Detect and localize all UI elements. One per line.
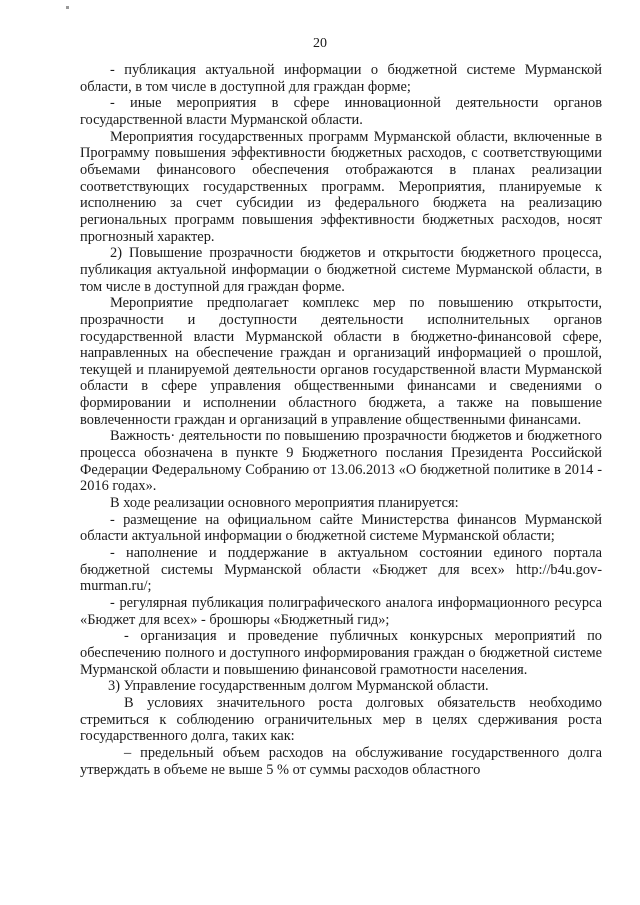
document-body <box>80 62 602 778</box>
paragraph: 3) Управление государственным долгом Мурманской области. <box>108 678 489 695</box>
paragraph: В условиях значительного роста долговых обязательств необходимо стремиться к соблюдению ограничительных мер в целях сдерживания роста государственного долга, таких как: <box>80 694 602 745</box>
paragraph: 2) Повышение прозрачности бюджетов и открытости бюджетного процесса, публикация актуальной информации о бюджетной системе Мурманской области, в том числе в доступной для граждан форме. <box>80 245 602 295</box>
paragraph: - организация и проведение публичных конкурсных мероприятий по обеспечению полного и доступного информирования граждан о бюджетной системе Мурманской области и повышению финансовой грамотности населения. <box>80 628 602 678</box>
paragraph: - размещение на официальном сайте Министерства финансов Мурманской области актуальной информации о бюджетной системе Мурманской области; <box>80 511 602 545</box>
page-number: 20 <box>313 36 327 51</box>
paragraph: - публикация актуальной информации о бюджетной системе Мурманской области, в том числе в доступной для граждан форме; <box>80 62 602 95</box>
paragraph: В ходе реализации основного мероприятия планируется: <box>110 495 459 512</box>
paragraph: Мероприятия государственных программ Мурманской области, включенные в Программу повышения эффективности бюджетных расходов, с соответствующими объемами финансового обеспечения отображаются в планах реализации соответствующих государственных программ. Мероприятия, планируемые к исполнению за счет субсидии из федерального бюджета на реализацию региональных программ повышения эффективности бюджетных расходов, носят прогнозный характер. <box>80 128 602 245</box>
paragraph: Мероприятие предполагает комплекс мер по повышению открытости, прозрачности и доступности деятельности исполнительных органов государственной власти Мурманской области в бюджетно-финансовой сфере, направленных на обеспечение граждан и организаций информацией о прошлой, текущей и планируемой деятельности органов государственной власти Мурманской области в сфере управления общественными финансами и сведениями о формировании и исполнении областного бюджета, а также на повышение вовлеченности граждан и организаций в управление общественными финансами. <box>80 295 602 428</box>
scan-mark <box>66 6 69 9</box>
paragraph: Важность· деятельности по повышению прозрачности бюджетов и бюджетного процесса обозначена в пункте 9 Бюджетного послания Президента Российской Федерации Федеральному Собранию от 13.06.2013 «О бюджетной политике в 2014 - 2016 годах». <box>80 428 602 495</box>
paragraph: – предельный объем расходов на обслуживание государственного долга утверждать в объеме не выше 5 % от суммы расходов областного <box>80 744 602 778</box>
paragraph: - иные мероприятия в сфере инновационной деятельности органов государственной власти Мурманской области. <box>80 95 602 128</box>
paragraph: - регулярная публикация полиграфического аналога информационного ресурса «Бюджет для всех» - брошюры «Бюджетный гид»; <box>80 595 602 628</box>
paragraph: - наполнение и поддержание в актуальном состоянии единого портала бюджетной системы Мурманской области «Бюджет для всех» http://b4u.gov-murman.ru/; <box>80 545 602 595</box>
